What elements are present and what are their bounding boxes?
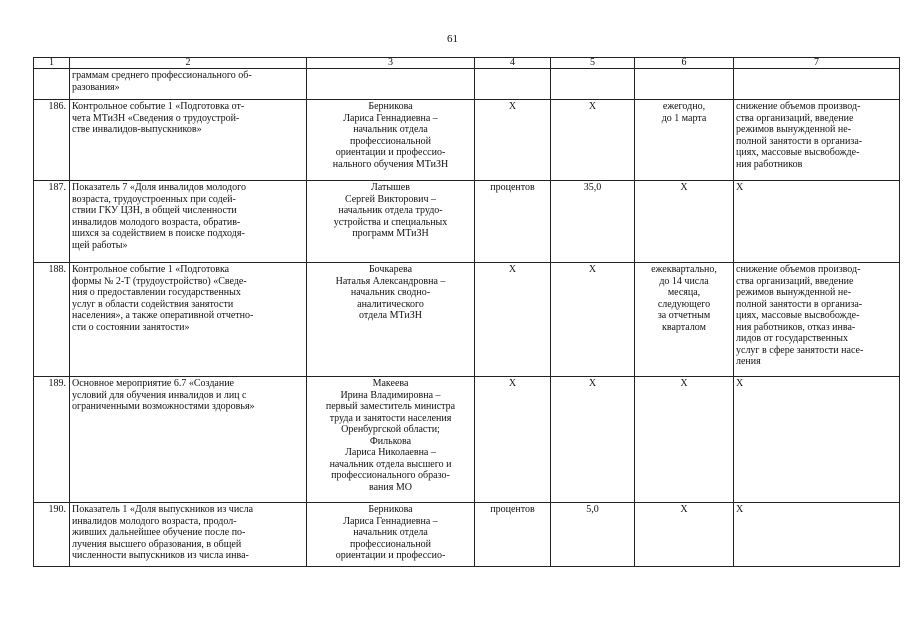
row-unit: Х	[475, 377, 551, 503]
table-row	[34, 263, 900, 377]
row-description: Показатель 1 «Доля выпускников из числа инвалидов молодого возраста, продол- живших дальнейшее обучение после по- лучения высшего образования, в общей численности выпускников из числа инва-	[70, 503, 307, 567]
column-header: 4	[475, 58, 551, 69]
row-deadline: Х	[635, 377, 734, 503]
row-risk: снижение объемов производ- ства организаций, введение режимов вынужденной не- полной занятости в организа- циях, массовые высвобожде- ния работников, отказ инва- лидов от государственных услуг в сфере занятости насе- ления	[734, 263, 900, 377]
row-unit	[475, 69, 551, 100]
row-number: 187.	[34, 181, 70, 263]
row-deadline: Х	[635, 503, 734, 567]
table-row	[34, 69, 900, 100]
row-responsible: Берникова Лариса Геннадиевна – начальник отдела профессиональной ориентации и профессио- нального обучения МТиЗН	[307, 100, 475, 181]
row-responsible: Макеева Ирина Владимировна – первый заместитель министра труда и занятости населения Оренбургской области; Филькова Лариса Николаевна – начальник отдела высшего и профессионального образо- вания МО	[307, 377, 475, 503]
column-header: 3	[307, 58, 475, 69]
row-value: Х	[551, 377, 635, 503]
column-header: 5	[551, 58, 635, 69]
row-unit: процентов	[475, 503, 551, 567]
column-header: 6	[635, 58, 734, 69]
row-deadline: ежеквартально, до 14 числа месяца, следующего за отчетным кварталом	[635, 263, 734, 377]
header-row	[34, 58, 900, 69]
measures-table	[33, 57, 900, 567]
row-responsible: Бочкарева Наталья Александровна – начальник сводно- аналитического отдела МТиЗН	[307, 263, 475, 377]
row-unit: Х	[475, 263, 551, 377]
row-deadline: ежегодно, до 1 марта	[635, 100, 734, 181]
row-deadline: Х	[635, 181, 734, 263]
row-risk: Х	[734, 503, 900, 567]
page-number: 61	[447, 33, 458, 45]
row-responsible	[307, 69, 475, 100]
row-unit: Х	[475, 100, 551, 181]
row-value: 35,0	[551, 181, 635, 263]
row-deadline	[635, 69, 734, 100]
row-risk: снижение объемов производ- ства организаций, введение режимов вынужденной не- полной занятости в организа- циях, массовые высвобожде- ния работников	[734, 100, 900, 181]
table-row	[34, 100, 900, 181]
row-risk: Х	[734, 377, 900, 503]
row-description: Контрольное событие 1 «Подготовка формы № 2-Т (трудоустройство) «Сведе- ния о предоставлении государственных услуг в области содействия занятости населения», а также оперативной отчетно- сти о состоянии занятости»	[70, 263, 307, 377]
row-value: Х	[551, 263, 635, 377]
row-number	[34, 69, 70, 100]
row-number: 189.	[34, 377, 70, 503]
table-row	[34, 377, 900, 503]
row-description: Контрольное событие 1 «Подготовка от- чета МТиЗН «Сведения о трудоустрой- стве инвалидов-выпускников»	[70, 100, 307, 181]
row-value	[551, 69, 635, 100]
row-number: 190.	[34, 503, 70, 567]
column-header: 2	[70, 58, 307, 69]
row-value: Х	[551, 100, 635, 181]
row-number: 188.	[34, 263, 70, 377]
table-row	[34, 181, 900, 263]
row-description: Показатель 7 «Доля инвалидов молодого возраста, трудоустроенных при содей- ствии ГКУ ЦЗН, в общей численности инвалидов молодого возраста, обратив- шихся за содействием в поиске подходя- щей работы»	[70, 181, 307, 263]
table-row	[34, 503, 900, 567]
row-risk: Х	[734, 181, 900, 263]
row-unit: процентов	[475, 181, 551, 263]
row-responsible: Латышев Сергей Викторович – начальник отдела трудо- устройства и специальных программ МТиЗН	[307, 181, 475, 263]
row-value: 5,0	[551, 503, 635, 567]
column-header: 7	[734, 58, 900, 69]
column-header: 1	[34, 58, 70, 69]
row-description: граммам среднего профессионального об- разования»	[70, 69, 307, 100]
row-description: Основное мероприятие 6.7 «Создание условий для обучения инвалидов и лиц с ограниченными возможностями здоровья»	[70, 377, 307, 503]
row-risk	[734, 69, 900, 100]
row-responsible: Берникова Лариса Геннадиевна – начальник отдела профессиональной ориентации и профессио-	[307, 503, 475, 567]
row-number: 186.	[34, 100, 70, 181]
